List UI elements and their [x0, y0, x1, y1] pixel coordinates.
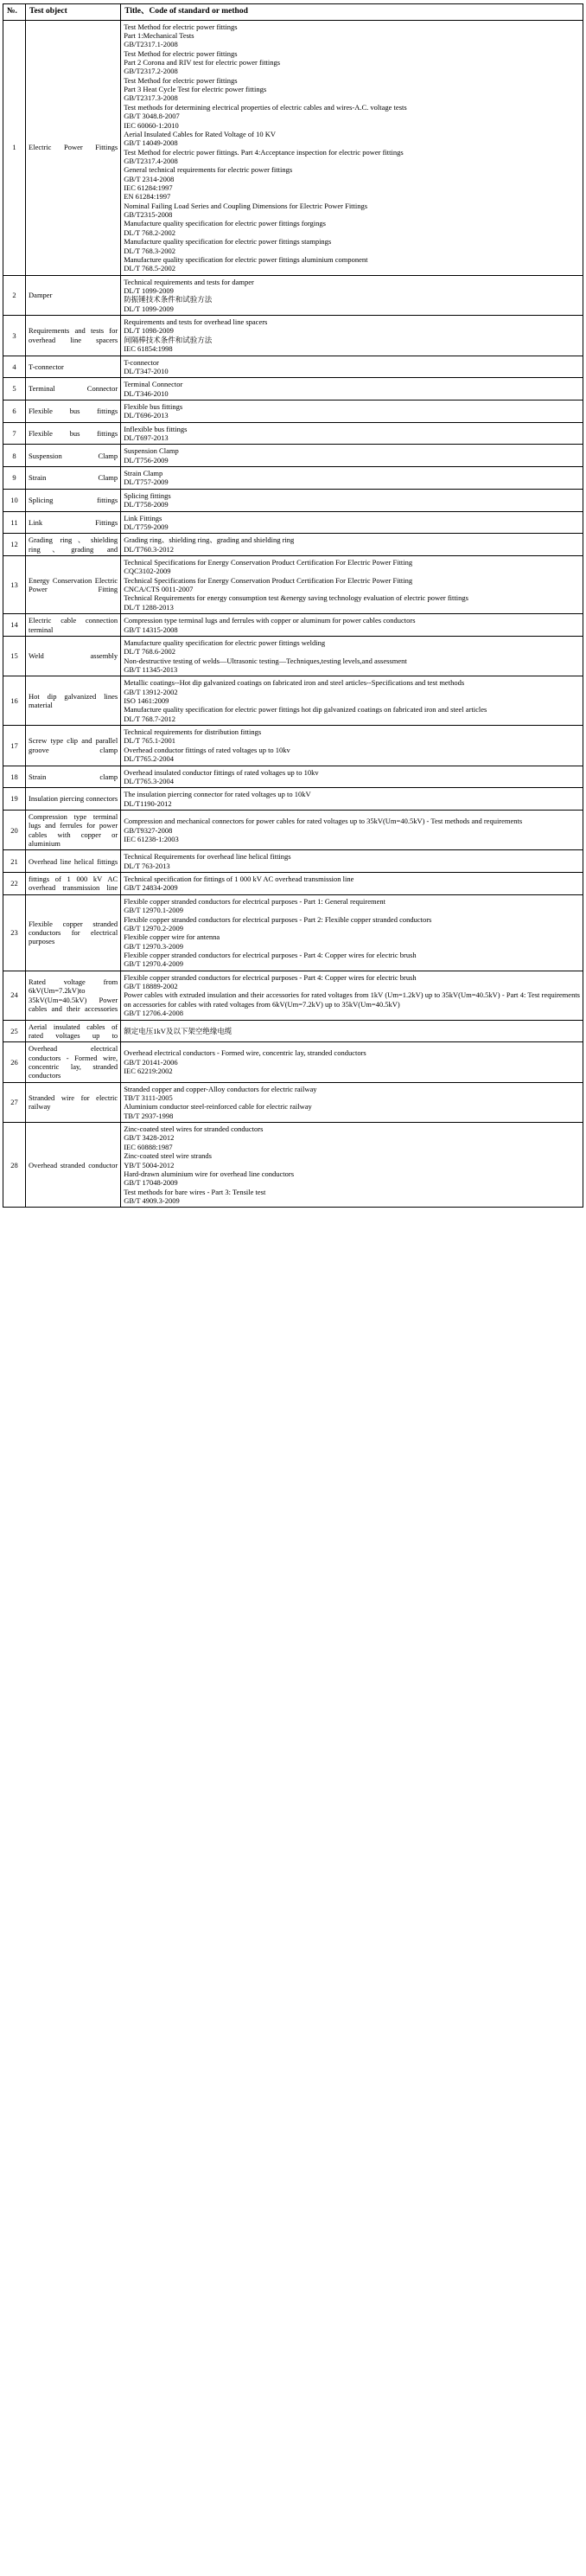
standard-line: DL/T 1288-2013	[124, 602, 174, 612]
row-number: 27	[3, 1082, 26, 1122]
standard-line: IEC 60888:1987	[124, 1142, 173, 1151]
row-number: 15	[3, 636, 26, 676]
standard-line: DL/T 768.2-2002	[124, 227, 175, 237]
standard-line: Manufacture quality specification for electric power fittings forgings	[124, 219, 326, 228]
standard-line: GB/T 20141-2006	[124, 1057, 178, 1067]
row-number: 6	[3, 400, 26, 422]
standard-line: DL/T760.3-2012	[124, 544, 175, 554]
table-row	[3, 555, 583, 613]
table-row	[3, 676, 583, 726]
standard-line: Aluminium conductor steel-reinforced cable for electric railway	[124, 1102, 312, 1112]
standard-title-cell	[121, 489, 583, 511]
table-row	[3, 873, 583, 895]
standard-line: Manufacture quality specification for electric power fittings hot dip galvanized coatings on fabricated iron and steel articles	[124, 705, 487, 714]
standard-title-cell	[121, 316, 583, 356]
standard-line: GB/T 12706.4-2008	[124, 1009, 183, 1018]
standard-line: Flexible copper stranded conductors for electrical purposes - Part 2: Flexible copper stranded conductors	[124, 914, 432, 924]
standard-title-cell	[121, 614, 583, 637]
standard-line: CQC3102-2009	[124, 567, 171, 576]
standard-line: GB/T 12970.4-2009	[124, 959, 183, 969]
standard-line: 间隔棒技术条件和试验方法	[124, 335, 213, 344]
row-number: 25	[3, 1020, 26, 1042]
row-number: 26	[3, 1042, 26, 1082]
row-number: 12	[3, 534, 26, 556]
standard-line: GB/T 14049-2008	[124, 138, 178, 148]
standard-title-cell	[121, 636, 583, 676]
standard-line: DL/T756-2009	[124, 455, 169, 465]
test-object-cell: Electric cable connection terminal	[26, 614, 121, 637]
table-row	[3, 850, 583, 873]
table-body	[3, 20, 583, 1208]
standard-line: 防振锤技术条件和试验方法	[124, 295, 213, 304]
row-number: 23	[3, 894, 26, 971]
table-row	[3, 378, 583, 400]
standard-line: GB/T 12970.1-2009	[124, 906, 183, 915]
standard-title-cell	[121, 400, 583, 422]
row-number: 4	[3, 356, 26, 378]
test-object-cell: Splicing fittings	[26, 489, 121, 511]
standard-line: Overhead insulated conductor fittings of rated voltages up to 10kv	[124, 767, 319, 777]
standard-line: Stranded copper and copper-Alloy conductors for electric railway	[124, 1084, 317, 1093]
standard-line: Technical Specifications for Energy Conservation Product Certification For Electric Power Fitting	[124, 575, 413, 585]
test-object-cell: Overhead line helical fittings	[26, 850, 121, 873]
standards-table	[3, 3, 583, 1208]
standard-line: Test Method for electric power fittings. Part 4:Acceptance inspection for electric power fittings	[124, 147, 404, 157]
row-number: 5	[3, 378, 26, 400]
standard-line: DL/T 768.3-2002	[124, 246, 175, 255]
document-page	[0, 0, 586, 1213]
standard-line: DL/T 768.5-2002	[124, 264, 175, 273]
table-header	[3, 4, 583, 21]
row-number: 8	[3, 445, 26, 467]
standard-line: General technical requirements for electric power fittings	[124, 165, 293, 175]
standard-line: Technical Requirements for energy consumption test &energy saving technology evaluation of electric power fittings	[124, 593, 468, 603]
table-row	[3, 810, 583, 849]
standard-line: GB/T 2314-2008	[124, 174, 175, 183]
table-row	[3, 400, 583, 422]
test-object-cell: Overhead stranded conductor	[26, 1123, 121, 1208]
standard-line: GB/T 13912-2002	[124, 687, 178, 696]
table-row	[3, 894, 583, 971]
standard-line: GB/T 12970.3-2009	[124, 941, 183, 951]
standard-line: DL/T 768.6-2002	[124, 647, 175, 657]
row-number: 19	[3, 788, 26, 811]
standard-line: Test Method for electric power fittings	[124, 75, 238, 85]
standard-line: CNCA/CTS 0011-2007	[124, 585, 194, 594]
table-row	[3, 788, 583, 811]
standard-title-cell	[121, 873, 583, 895]
row-number: 21	[3, 850, 26, 873]
standard-line: Manufacture quality specification for electric power fittings welding	[124, 638, 326, 647]
standard-title-cell	[121, 894, 583, 971]
standard-line: Suspension Clamp	[124, 446, 179, 456]
table-row	[3, 467, 583, 490]
standard-line: IEC 60060-1:2010	[124, 120, 179, 130]
test-object-cell: Link Fittings	[26, 511, 121, 534]
row-number: 2	[3, 275, 26, 315]
standard-line: IEC 61854:1998	[124, 344, 173, 354]
row-number: 9	[3, 467, 26, 490]
standard-line: Part 3 Heat Cycle Test for electric power fittings	[124, 85, 267, 94]
standard-line: GB/T 14315-2008	[124, 625, 178, 634]
standard-line: Overhead conductor fittings of rated voltages up to 10kv	[124, 745, 290, 754]
standard-line: 额定电压1kV及以下架空绝缘电缆	[124, 1026, 232, 1035]
test-object-cell: Flexible bus fittings	[26, 422, 121, 445]
test-object-cell: Flexible bus fittings	[26, 400, 121, 422]
standard-title-cell	[121, 534, 583, 556]
test-object-cell: Compression type terminal lugs and ferrules for power cables with copper or aluminium	[26, 810, 121, 849]
standard-line: DL/T 1099-2009	[124, 286, 174, 295]
row-number: 3	[3, 316, 26, 356]
standard-line: DL/T 1098-2009	[124, 326, 174, 336]
standard-line: Test methods for determining electrical properties of electric cables and wires-A.C. voltage tests	[124, 102, 407, 112]
standard-line: Metallic coatings--Hot dip galvanized coatings on fabricated iron and steel articles--Specifications and test methods	[124, 678, 465, 688]
standard-line: Part 2 Corona and RIV test for electric power fittings	[124, 58, 281, 67]
standard-line: Test Method for electric power fittings	[124, 48, 238, 58]
standard-title-cell	[121, 275, 583, 315]
standard-line: Inflexible bus fittings	[124, 424, 188, 433]
table-row	[3, 1042, 583, 1082]
standard-line: Technical Specifications for Energy Conservation Product Certification For Electric Power Fitting	[124, 557, 413, 567]
standard-line: IEC 61284:1997	[124, 183, 173, 193]
standard-line: Technical requirements and tests for damper	[124, 277, 254, 286]
standard-line: DL/T697-2013	[124, 433, 169, 443]
test-object-cell: Grading ring、shielding ring、grading and	[26, 534, 121, 556]
standard-line: DL/T1190-2012	[124, 798, 172, 808]
row-number: 24	[3, 971, 26, 1020]
standard-line: Test Method for electric power fittings	[124, 22, 238, 31]
table-row	[3, 534, 583, 556]
standard-line: GB/T 24834-2009	[124, 883, 178, 893]
test-object-cell: T-connector	[26, 356, 121, 378]
row-number: 22	[3, 873, 26, 895]
standard-line: Requirements and tests for overhead line spacers	[124, 317, 268, 327]
standard-line: DL/T346-2010	[124, 388, 169, 398]
table-row	[3, 422, 583, 445]
standard-line: DL/T 763-2013	[124, 861, 170, 870]
standard-title-cell	[121, 356, 583, 378]
standard-line: Zinc-coated steel wires for stranded conductors	[124, 1125, 264, 1134]
standard-line: Strain Clamp	[124, 469, 163, 478]
row-number: 10	[3, 489, 26, 511]
test-object-cell: Overhead electrical conductors - Formed wire, concentric lay, stranded conductors	[26, 1042, 121, 1082]
standard-title-cell	[121, 726, 583, 766]
column-header-title-code: Title、Code of standard or method	[121, 4, 583, 21]
standard-line: Technical Requirements for overhead line helical fittings	[124, 852, 291, 862]
test-object-cell: Damper	[26, 275, 121, 315]
table-row	[3, 356, 583, 378]
standard-title-cell	[121, 1123, 583, 1208]
standard-title-cell	[121, 422, 583, 445]
standard-title-cell	[121, 555, 583, 613]
standard-line: EN 61284:1997	[124, 192, 171, 202]
test-object-cell: Insulation piercing connectors	[26, 788, 121, 811]
standard-line: Non-destructive testing of welds—Ultrasonic testing—Techniques,testing levels,and assessment	[124, 656, 407, 665]
standard-line: Flexible copper stranded conductors for electrical purposes - Part 4: Copper wires for electric brush	[124, 951, 417, 959]
test-object-cell: Energy Conservation Electric Power Fitting	[26, 555, 121, 613]
standard-line: Hard-drawn aluminium wire for overhead line conductors	[124, 1169, 295, 1178]
standard-line: Nominal Failing Load Series and Coupling Dimensions for Electric Power Fittings	[124, 201, 368, 210]
test-object-cell: Flexible copper stranded conductors for electrical purposes	[26, 894, 121, 971]
standard-title-cell	[121, 467, 583, 490]
standard-line: Manufacture quality specification for electric power fittings aluminium component	[124, 254, 368, 264]
standard-title-cell	[121, 766, 583, 788]
standard-line: TB/T 3111-2005	[124, 1093, 173, 1103]
standard-line: TB/T 2937-1998	[124, 1111, 174, 1120]
column-header-test-object: Test object	[26, 4, 121, 21]
row-number: 13	[3, 555, 26, 613]
table-row	[3, 511, 583, 534]
standard-line: GB/T 12970.2-2009	[124, 923, 183, 932]
standard-line: YB/T 5004-2012	[124, 1160, 175, 1169]
standard-line: The insulation piercing connector for rated voltages up to 10kV	[124, 790, 311, 799]
standard-line: GB/T2317.4-2008	[124, 156, 178, 165]
standard-line: Part 1:Mechanical Tests	[124, 30, 194, 40]
standard-line: Flexible copper stranded conductors for electrical purposes - Part 1: General requirement	[124, 896, 386, 906]
table-row	[3, 316, 583, 356]
standard-line: GB/T 17048-2009	[124, 1178, 178, 1188]
row-number: 28	[3, 1123, 26, 1208]
standard-title-cell	[121, 971, 583, 1020]
test-object-cell: Strain Clamp	[26, 467, 121, 490]
standard-line: Aerial Insulated Cables for Rated Voltage of 10 KV	[124, 129, 276, 138]
standard-title-cell	[121, 850, 583, 873]
standard-line: DL/T765.2-2004	[124, 754, 175, 764]
row-number: 1	[3, 20, 26, 275]
standard-line: GB/T2317.1-2008	[124, 40, 178, 49]
standard-title-cell	[121, 810, 583, 849]
standard-line: GB/T 11345-2013	[124, 664, 178, 674]
standard-line: Flexible copper wire for antenna	[124, 932, 220, 942]
row-number: 16	[3, 676, 26, 726]
row-number: 7	[3, 422, 26, 445]
table-row	[3, 445, 583, 467]
column-header-no: №.	[3, 4, 26, 21]
row-number: 17	[3, 726, 26, 766]
test-object-cell: Weld assembly	[26, 636, 121, 676]
test-object-cell: Stranded wire for electric railway	[26, 1082, 121, 1122]
table-row	[3, 1123, 583, 1208]
standard-title-cell	[121, 378, 583, 400]
standard-line: GB/T2317.3-2008	[124, 93, 178, 103]
standard-title-cell	[121, 511, 583, 534]
standard-line: IEC 62219:2002	[124, 1067, 173, 1076]
standard-line: Link Fittings	[124, 513, 162, 522]
standard-title-cell	[121, 1042, 583, 1082]
standard-line: GB/T2315-2008	[124, 210, 173, 220]
table-row	[3, 726, 583, 766]
standard-title-cell	[121, 1020, 583, 1042]
table-row	[3, 275, 583, 315]
standard-line: GB/T 18889-2002	[124, 982, 178, 991]
standard-line: GB/T9327-2008	[124, 825, 173, 835]
standard-line: GB/T 3428-2012	[124, 1133, 175, 1143]
standard-line: Overhead electrical conductors - Formed wire, concentric lay, stranded conductors	[124, 1048, 366, 1058]
test-object-cell: Rated voltage from 6kV(Um=7.2kV)to 35kV(Um=40.5kV) Power cables and their accessories	[26, 971, 121, 1020]
table-row	[3, 489, 583, 511]
test-object-cell: Requirements and tests for overhead line spacers	[26, 316, 121, 356]
standard-line: DL/T696-2013	[124, 411, 169, 420]
table-row	[3, 971, 583, 1020]
standard-line: DL/T 1099-2009	[124, 304, 174, 313]
standard-title-cell	[121, 445, 583, 467]
test-object-cell: Electric Power Fittings	[26, 20, 121, 275]
test-object-cell: Terminal Connector	[26, 378, 121, 400]
standard-line: DL/T 765.1-2001	[124, 736, 175, 746]
standard-line: Test methods for bare wires - Part 3: Tensile test	[124, 1187, 266, 1196]
standard-line: Splicing fittings	[124, 490, 171, 500]
standard-line: DL/T347-2010	[124, 366, 169, 375]
test-object-cell: Suspension Clamp	[26, 445, 121, 467]
table-row	[3, 20, 583, 275]
standard-title-cell	[121, 1082, 583, 1122]
standard-line: Zinc-coated steel wire strands	[124, 1151, 212, 1161]
standard-line: Manufacture quality specification for electric power fittings stampings	[124, 237, 332, 247]
row-number: 11	[3, 511, 26, 534]
standard-line: ISO 1461:2009	[124, 696, 169, 706]
test-object-cell: Hot dip galvanized lines material	[26, 676, 121, 726]
standard-line: Terminal Connector	[124, 380, 183, 389]
standard-line: Compression type terminal lugs and ferrules with copper or aluminum for power cables conductors	[124, 616, 416, 625]
row-number: 18	[3, 766, 26, 788]
standard-line: Technical requirements for distribution fittings	[124, 727, 262, 737]
table-header-row	[3, 4, 583, 21]
row-number: 14	[3, 614, 26, 637]
standard-line: Grading ring、shielding ring、grading and shielding ring	[124, 535, 295, 545]
standard-line: GB/T2317.2-2008	[124, 67, 178, 76]
standard-line: IEC 61238-1:2003	[124, 834, 179, 843]
standard-line: Technical specification for fittings of 1 000 kV AC overhead transmission line	[124, 875, 354, 884]
standard-line: DL/T759-2009	[124, 522, 169, 531]
standard-line: Flexible bus fittings	[124, 401, 183, 411]
test-object-cell: Aerial insulated cables of rated voltages up to	[26, 1020, 121, 1042]
standard-line: Power cables with extruded insulation and their accessories for rated voltages from 1kV (Um=1.2kV) up to 35kV(Um=40.5kV) - Part 4: Test requirements on accessories for cables with rated voltages from 6kV(Um=7.2kV) up to 35kV(Um=40.5kV)	[124, 990, 583, 1009]
standard-line: GB/T 3048.8-2007	[124, 112, 180, 121]
test-object-cell: Strain clamp	[26, 766, 121, 788]
table-row	[3, 766, 583, 788]
standard-title-cell	[121, 788, 583, 811]
table-row	[3, 1020, 583, 1042]
standard-line: DL/T765.3-2004	[124, 776, 175, 785]
standard-line: DL/T757-2009	[124, 477, 169, 487]
standard-line: T-connector	[124, 357, 159, 367]
table-row	[3, 636, 583, 676]
standard-line: GB/T 4909.3-2009	[124, 1195, 180, 1205]
standard-title-cell	[121, 20, 583, 275]
standard-line: DL/T758-2009	[124, 500, 169, 509]
test-object-cell: Screw type clip and parallel groove clamp	[26, 726, 121, 766]
standard-line: Compression and mechanical connectors for power cables for rated voltages up to 35kV(Um=40.5kV) - Test methods and requirements	[124, 817, 523, 826]
test-object-cell: fittings of 1 000 kV AC overhead transmission line	[26, 873, 121, 895]
standard-line: Flexible copper stranded conductors for electrical purposes - Part 4: Copper wires for electric brush	[124, 972, 417, 982]
standard-title-cell	[121, 676, 583, 726]
table-row	[3, 614, 583, 637]
table-row	[3, 1082, 583, 1122]
row-number: 20	[3, 810, 26, 849]
standard-line: DL/T 768.7-2012	[124, 714, 175, 723]
